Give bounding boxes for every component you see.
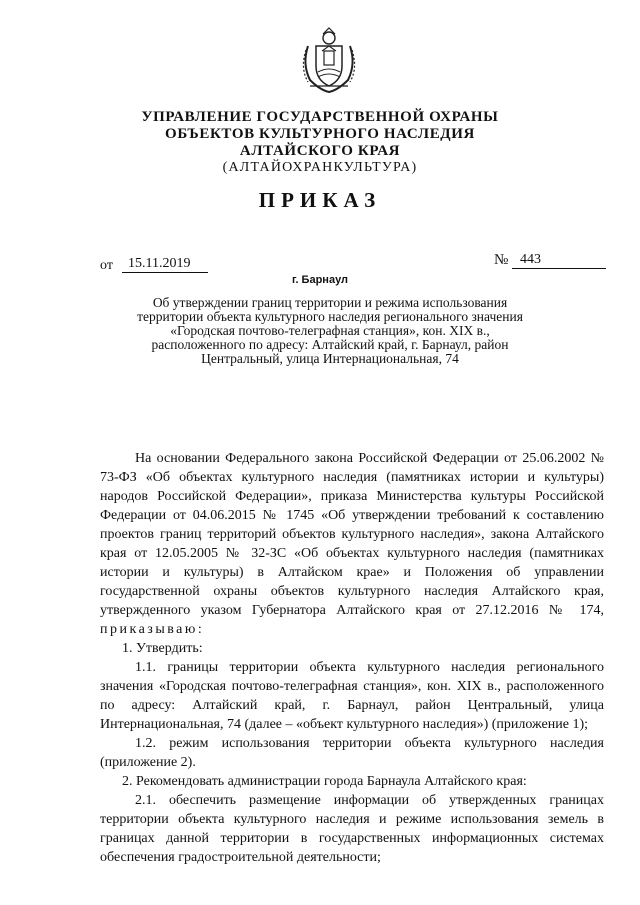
document-type-title: ПРИКАЗ — [258, 188, 382, 212]
item-1-1: 1.1. границы территории объекта культурного наследия регионального значения «Городская почтово-телеграфная станция», кон. XIX в., расположенного по адресу: Алтайский край, г. Барнаул, район Центральный, улица Интернациональная, 74 (далее – «объект культурного наследия») (приложение 1); — [100, 660, 604, 732]
org-name-line-2: ОБЪЕКТОВ КУЛЬТУРНОГО НАСЛЕДИЯ — [165, 126, 475, 142]
org-abbreviation: (АЛТАЙОХРАНКУЛЬТУРА) — [222, 160, 418, 175]
document-city: г. Барнаул — [291, 274, 349, 286]
document-body — [100, 449, 604, 867]
document-date: 15.11.2019 — [122, 256, 208, 273]
item-1-2: 1.2. режим использования территории объекта культурного наследия (приложение 2). — [100, 736, 604, 770]
item-2-1: 2.1. обеспечить размещение информации об утвержденных границах территории объекта культурного наследия и режиме использования земель в границах данной территории в государственных информационных системах обеспечения градостроительной деятельности; — [100, 793, 604, 865]
org-name-line-3: АЛТАЙСКОГО КРАЯ — [239, 143, 401, 159]
preamble-paragraph — [100, 449, 604, 639]
date-prefix: от — [100, 258, 113, 273]
altai-krai-coat-of-arms-icon — [296, 24, 362, 94]
number-prefix: № — [494, 252, 509, 268]
item-1: 1. Утвердить: — [122, 641, 203, 656]
item-2: 2. Рекомендовать администрации города Барнаула Алтайского края: — [122, 774, 527, 789]
preamble-text: На основании Федерального закона Российской Федерации от 25.06.2002 № 73-ФЗ «Об объектах культурного наследия (памятниках истории и культуры) народов Российской Федерации», приказа Министерства культуры Российской Федерации от 04.06.2015 № 1745 «Об утверждении требований к составлению проектов границ территорий объектов культурного наследия», закона Алтайского края от 12.05.2005 № 32-ЗС «Об объектах культурного наследия (памятниках истории и культуры) в Алтайском крае» и Положения об управлении государственной охраны объектов культурного наследия Алтайского края, утвержденного указом Губернатора Алтайского края от 27.12.2016 № 174, — [100, 451, 604, 618]
order-word: приказываю: — [100, 622, 205, 637]
document-number: 443 — [512, 252, 606, 269]
org-name-line-1: УПРАВЛЕНИЕ ГОСУДАРСТВЕННОЙ ОХРАНЫ — [141, 109, 499, 125]
document-subject: Об утверждении границ территории и режима использования территории объекта культурного наследия регионального значения «Городская почтово-телеграфная станция», кон. XIX в., расположенного по адресу: Алтайский край, г. Барнаул, район Центральный, улица Интернациональная, 74 — [137, 295, 523, 366]
